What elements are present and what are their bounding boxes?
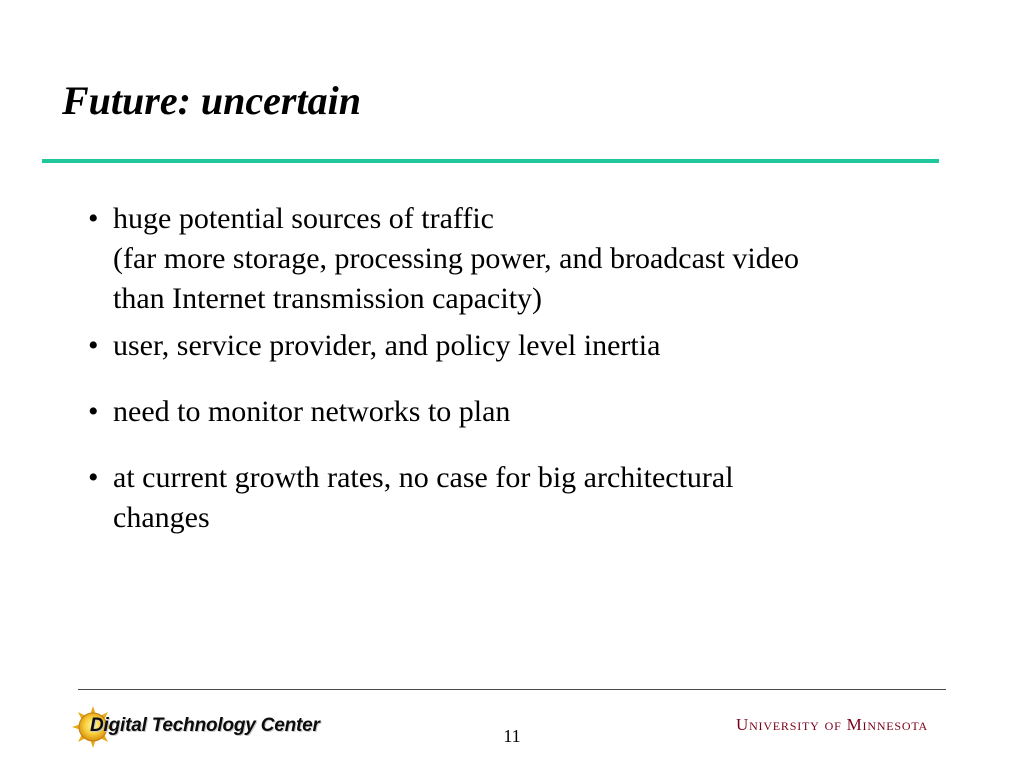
bullet-item [88, 392, 988, 432]
bullet-item [88, 199, 988, 319]
bullet-icon: • [88, 329, 99, 362]
bullet-text: at current growth rates, no case for big architectural [113, 461, 734, 494]
footer-divider [78, 689, 946, 690]
bullet-icon: • [88, 395, 99, 428]
bullet-text: than Internet transmission capacity) [113, 282, 543, 315]
page-number: 11 [503, 726, 521, 746]
university-logo: University of Minnesota [736, 715, 928, 734]
bullet-text: changes [113, 501, 210, 534]
bullet-list [88, 199, 988, 564]
bullet-text: (far more storage, processing power, and broadcast video [113, 242, 800, 275]
bullet-text: huge potential sources of traffic [113, 202, 494, 235]
title-divider [42, 159, 939, 163]
slide-title: Future: uncertain [62, 78, 361, 123]
logo-text: Digital Technology Center [90, 715, 320, 736]
bullet-text: user, service provider, and policy level inertia [113, 329, 661, 362]
bullet-item [88, 326, 988, 366]
bullet-icon: • [88, 461, 99, 494]
bullet-text: need to monitor networks to plan [113, 395, 511, 428]
digital-technology-center-logo [72, 703, 322, 753]
bullet-icon: • [88, 202, 99, 235]
bullet-item [88, 458, 988, 538]
